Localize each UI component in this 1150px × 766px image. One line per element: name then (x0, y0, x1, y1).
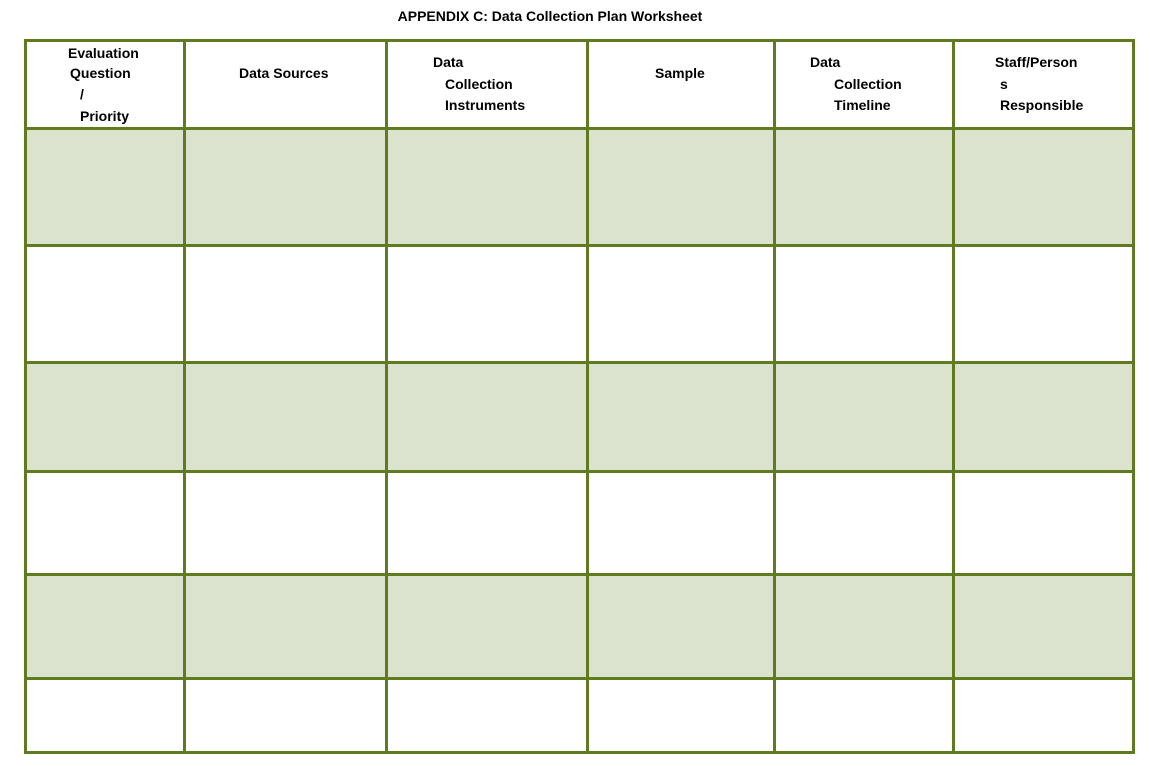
header-line: Question (70, 65, 131, 81)
header-cell (183, 39, 388, 130)
table-cell (24, 244, 186, 364)
data-collection-plan-table (24, 39, 1133, 752)
table-cell (385, 470, 589, 576)
table-cell (24, 677, 186, 754)
header-line: Collection (445, 76, 513, 92)
table-cell (385, 573, 589, 680)
table-cell (183, 677, 388, 754)
table-cell (586, 361, 776, 473)
header-line: / (80, 86, 84, 102)
table-cell (952, 361, 1135, 473)
table-cell (773, 244, 955, 364)
header-line: Data (433, 54, 464, 70)
table-cell (773, 573, 955, 680)
table-cell (385, 127, 589, 247)
header-line: Collection (834, 76, 902, 92)
table-cell (586, 127, 776, 247)
header-line: Instruments (445, 97, 526, 113)
table-cell (586, 677, 776, 754)
table-cell (586, 244, 776, 364)
page-title: APPENDIX C: Data Collection Plan Worksheet (397, 8, 703, 24)
header-cell (586, 39, 776, 130)
header-line: s (1000, 76, 1008, 92)
table-cell (385, 361, 589, 473)
table-cell (952, 244, 1135, 364)
table-cell (24, 470, 186, 576)
header-cell (952, 39, 1135, 130)
header-line: Sample (655, 65, 705, 81)
table-cell (24, 127, 186, 247)
table-cell (183, 244, 388, 364)
table-cell (385, 677, 589, 754)
table-cell (24, 573, 186, 680)
table-cell (952, 573, 1135, 680)
table-cell (385, 244, 589, 364)
table-cell (952, 677, 1135, 754)
header-line: Data Sources (239, 65, 329, 81)
table-cell (952, 127, 1135, 247)
table-cell (773, 470, 955, 576)
table-cell (183, 573, 388, 680)
header-line: Priority (80, 108, 130, 124)
table-cell (586, 573, 776, 680)
table-cell (586, 470, 776, 576)
table-cell (183, 127, 388, 247)
header-line: Evaluation (68, 45, 139, 61)
table-cell (183, 470, 388, 576)
table-cell (952, 470, 1135, 576)
header-line: Timeline (834, 97, 891, 113)
table-cell (183, 361, 388, 473)
header-line: Data (810, 54, 841, 70)
header-line: Responsible (1000, 97, 1084, 113)
header-line: Staff/Person (995, 54, 1078, 70)
table-cell (773, 127, 955, 247)
table-cell (24, 361, 186, 473)
table-cell (773, 677, 955, 754)
table-cell (773, 361, 955, 473)
